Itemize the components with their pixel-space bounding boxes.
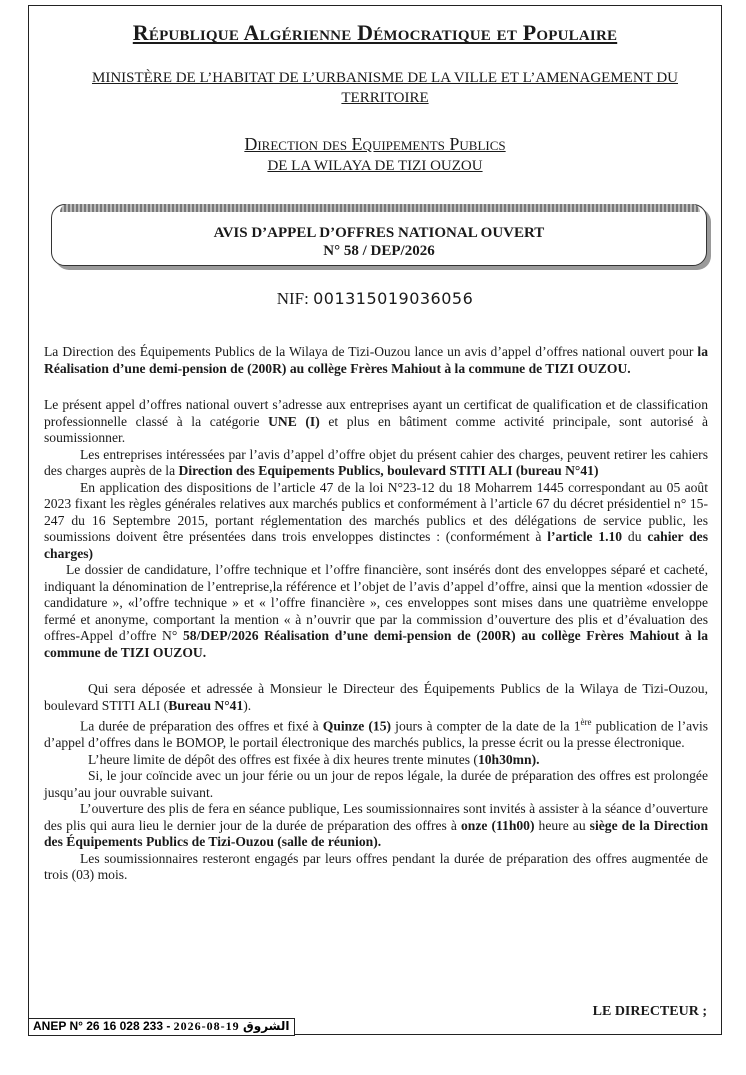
nif-label: NIF: — [276, 289, 309, 308]
signature: LE DIRECTEUR ; — [592, 1004, 707, 1019]
direction-header: Direction des Equipements Publics — [244, 134, 506, 154]
newspaper-name: الشروق — [243, 1019, 290, 1033]
wilaya-header: DE LA WILAYA DE TIZI OUZOU — [267, 158, 483, 174]
anep-footer — [28, 1018, 295, 1036]
nif-value: 001315019036056 — [313, 289, 474, 308]
paragraph-envelopes: Le dossier de candidature, l’offre technique et l’offre financière, sont insérés dont des enveloppes séparé et cacheté, indiquant la dénomination de l’entreprise,la référence et l’objet de l’avis d’appel d’offre, ainsi que la mention «dossier de candidature », «l’offre technique » et « l’offre financière », ces enveloppes sont mises dans une quatrième enveloppe fermé et anonyme, comportant la mention « à n’ouvrir que par la commission d’ouverture des plis et d’évaluation des offres-Appel d’offre N° 58/DEP/2026 Réalisation d’une demi-pension de (200R) au collège Frères Mahiout à la commune de TIZI OUZOU. — [44, 562, 709, 660]
republic-header: République Algérienne Démocratique et Populaire — [132, 20, 618, 45]
paragraph-duration: La durée de préparation des offres et fixé à Quinze (15) jours à compter de la date de la 1ère publication de l’avis d’appel d’offres dans le BOMOP, le portail électronique des marchés publics, la presse écrit ou la presse électronique. — [44, 717, 709, 751]
paragraph-withdrawal: Les entreprises intéressées par l’avis d’appel d’offre objet du présent cahier des charges, peuvent retirer les cahiers des charges auprès de la Direction des Equipements Publics, boulevard STITI ALI (bureau N°41) — [44, 446, 708, 478]
paragraph-submission-address: Qui sera déposée et adressée à Monsieur le Directeur des Équipements Publics de la Wilaya de Tizi-Ouzou, boulevard STITI ALI (Bureau N°41). — [44, 681, 708, 713]
nif-line — [29, 289, 721, 309]
tender-number: N° 58 / DEP/2026 — [323, 243, 435, 259]
tender-title: AVIS D’APPEL D’OFFRES NATIONAL OUVERT — [213, 225, 545, 241]
paragraph-eligibility: Le présent appel d’offres national ouvert s’adresse aux entreprises ayant un certificat de qualification et de classification professionnelle classé à la catégorie UNE (I) et plus en bâtiment comme activité principale, sont autorisé à soumissionner. — [44, 397, 708, 445]
paragraph-holiday: Si, le jour coïncide avec un jour férie ou un jour de repos légale, la durée de préparation des offres est prolongée jusqu’au jour ouvrable suivant. — [44, 768, 708, 800]
publication-date: 2026-08-19 — [173, 1019, 240, 1033]
tender-title-box — [51, 204, 707, 266]
paragraph-intro: La Direction des Équipements Publics de la Wilaya de Tizi-Ouzou lance un avis d’appel d’offres national ouvert pour la Réalisation d’une demi-pension de (200R) au collège Frères Mahiout à la commune de TIZI OUZOU. — [44, 344, 708, 376]
footer-separator: - — [163, 1019, 174, 1033]
notice-body — [44, 344, 708, 884]
paragraph-deadline: L’heure limite de dépôt des offres est fixée à dix heures trente minutes (10h30mn). — [88, 751, 540, 767]
paragraph-opening: L’ouverture des plis de fera en séance publique, Les soumissionnaires sont invités à assister à la séance d’ouverture des plis qui aura lieu le dernier jour de la durée de préparation des offres à onze (11h00) heure au siège de la Direction des Équipements Publics de Tizi-Ouzou (salle de réunion). — [44, 801, 709, 850]
paragraph-validity: Les soumissionnaires resteront engagés par leurs offres pendant la durée de préparation des offres augmentée de trois (03) mois. — [44, 850, 708, 883]
notice-page — [28, 5, 722, 1035]
anep-reference: ANEP N° 26 16 028 233 — [33, 1019, 163, 1033]
paragraph-legal-basis: En application des dispositions de l’article 47 de la loi N°23-12 du 18 Moharrem 1445 correspondant au 05 août 2023 fixant les règles générales relatives aux marchés publics et conformément à l’article 67 du décret présidentiel n° 15-247 du 16 Septembre 2015, portant réglementation des marchés publics et des délégations de service public, les soumissions doivent être présentées dans trois enveloppes distinctes : (conformément à l’article 1.10 du cahier des charges) — [44, 479, 708, 561]
ministry-header: MINISTÈRE DE L’HABITAT DE L’URBANISME DE LA VILLE ET L’AMENAGEMENT DU TERRITOIRE — [91, 70, 678, 106]
